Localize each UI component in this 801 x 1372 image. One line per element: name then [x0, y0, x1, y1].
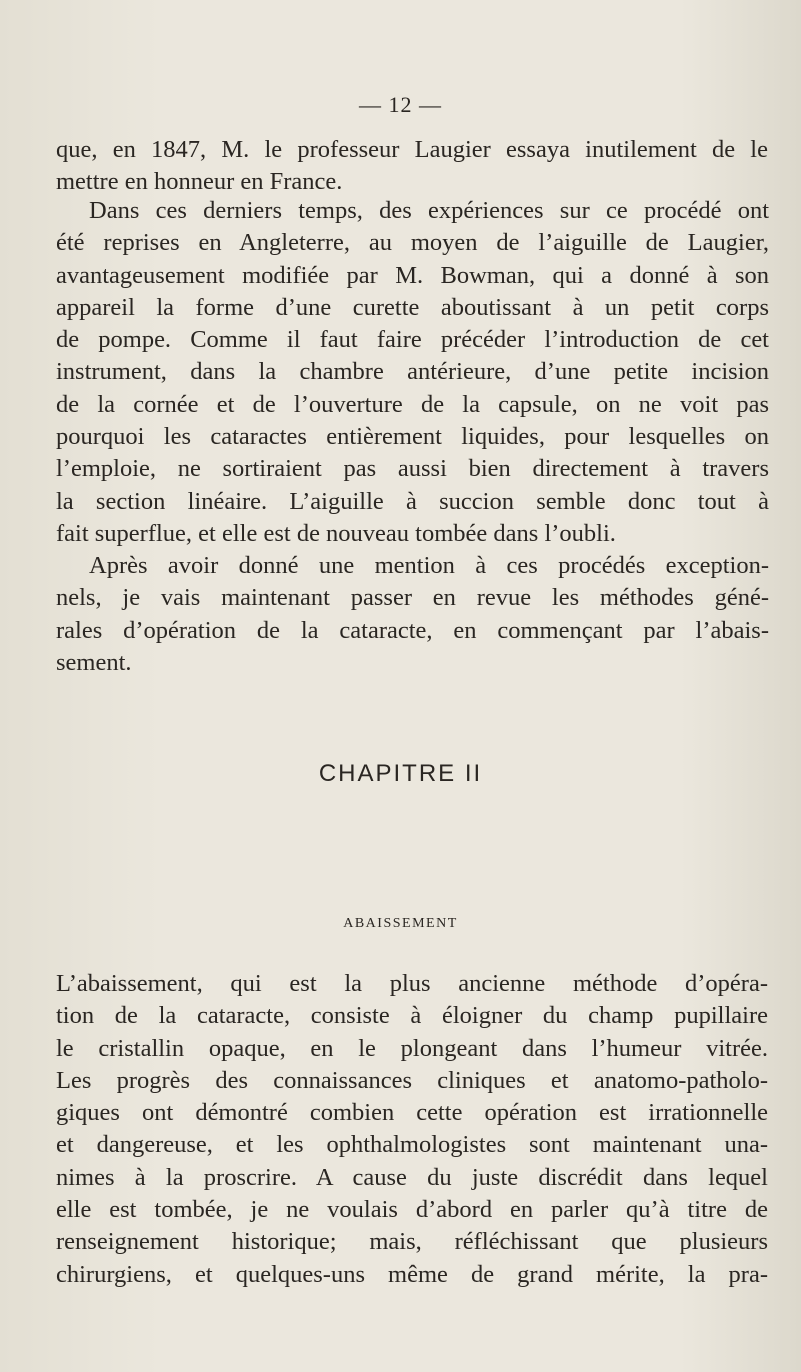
- text-line: giques ont démontré combien cette opération est irrationnelle: [56, 1099, 768, 1127]
- text-line: appareil la forme d’une curette aboutissant à un petit corps: [56, 293, 769, 321]
- text-line: de pompe. Comme il faut faire précéder l’introduction de cet: [56, 326, 769, 354]
- text-line: nels, je vais maintenant passer en revue les méthodes géné-: [56, 584, 769, 612]
- text-line: Dans ces derniers temps, des expériences sur ce procédé ont: [89, 197, 769, 224]
- text-line: renseignement historique; mais, réfléchissant que plusieurs: [56, 1228, 768, 1256]
- text-line: tion de la cataracte, consiste à éloigner du champ pupillaire: [56, 1002, 768, 1030]
- text-line: l’emploie, ne sortiraient pas aussi bien directement à travers: [56, 455, 769, 483]
- paragraph-transition: [56, 550, 769, 679]
- paragraph-continuation: [56, 134, 768, 199]
- paragraph-bowman: [56, 195, 769, 550]
- text-line: sement.: [56, 648, 132, 676]
- text-line: et dangereuse, et les ophthalmologistes sont maintenant una-: [56, 1131, 768, 1159]
- text-line: rales d’opération de la cataracte, en commençant par l’abais-: [56, 616, 769, 644]
- text-line: le cristallin opaque, en le plongeant dans l’humeur vitrée.: [56, 1034, 768, 1062]
- text-line: mettre en honneur en France.: [56, 168, 343, 196]
- text-line: fait superflue, et elle est de nouveau tombée dans l’oubli.: [56, 519, 616, 547]
- text-line: été reprises en Angleterre, au moyen de l’aiguille de Laugier,: [56, 229, 769, 257]
- text-line: que, en 1847, M. le professeur Laugier essaya inutilement de le: [56, 136, 768, 163]
- chapter-subtitle: ABAISSEMENT: [343, 916, 458, 931]
- paragraph-abaissement: [56, 968, 768, 1291]
- text-line: nimes à la proscrire. A cause du juste discrédit dans lequel: [56, 1163, 768, 1191]
- text-line: de la cornée et de l’ouverture de la capsule, on ne voit pas: [56, 390, 769, 418]
- text-line: Après avoir donné une mention à ces procédés exception-: [89, 552, 769, 579]
- chapter-title: CHAPITRE II: [318, 760, 483, 787]
- text-line: la section linéaire. L’aiguille à succion semble donc tout à: [56, 487, 769, 515]
- text-line: avantageusement modifiée par M. Bowman, qui a donné à son: [56, 261, 769, 289]
- text-line: Les progrès des connaissances cliniques et anatomo-patholo-: [56, 1066, 768, 1094]
- text-line: L’abaissement, qui est la plus ancienne méthode d’opéra-: [56, 970, 768, 997]
- text-line: elle est tombée, je ne voulais d’abord en parler qu’à titre de: [56, 1196, 768, 1224]
- text-line: pourquoi les cataractes entièrement liquides, pour lesquelles on: [56, 423, 769, 451]
- text-line: chirurgiens, et quelques-uns même de grand mérite, la pra-: [56, 1260, 768, 1288]
- page-number: — 12 —: [359, 92, 442, 117]
- text-line: instrument, dans la chambre antérieure, d’une petite incision: [56, 358, 769, 386]
